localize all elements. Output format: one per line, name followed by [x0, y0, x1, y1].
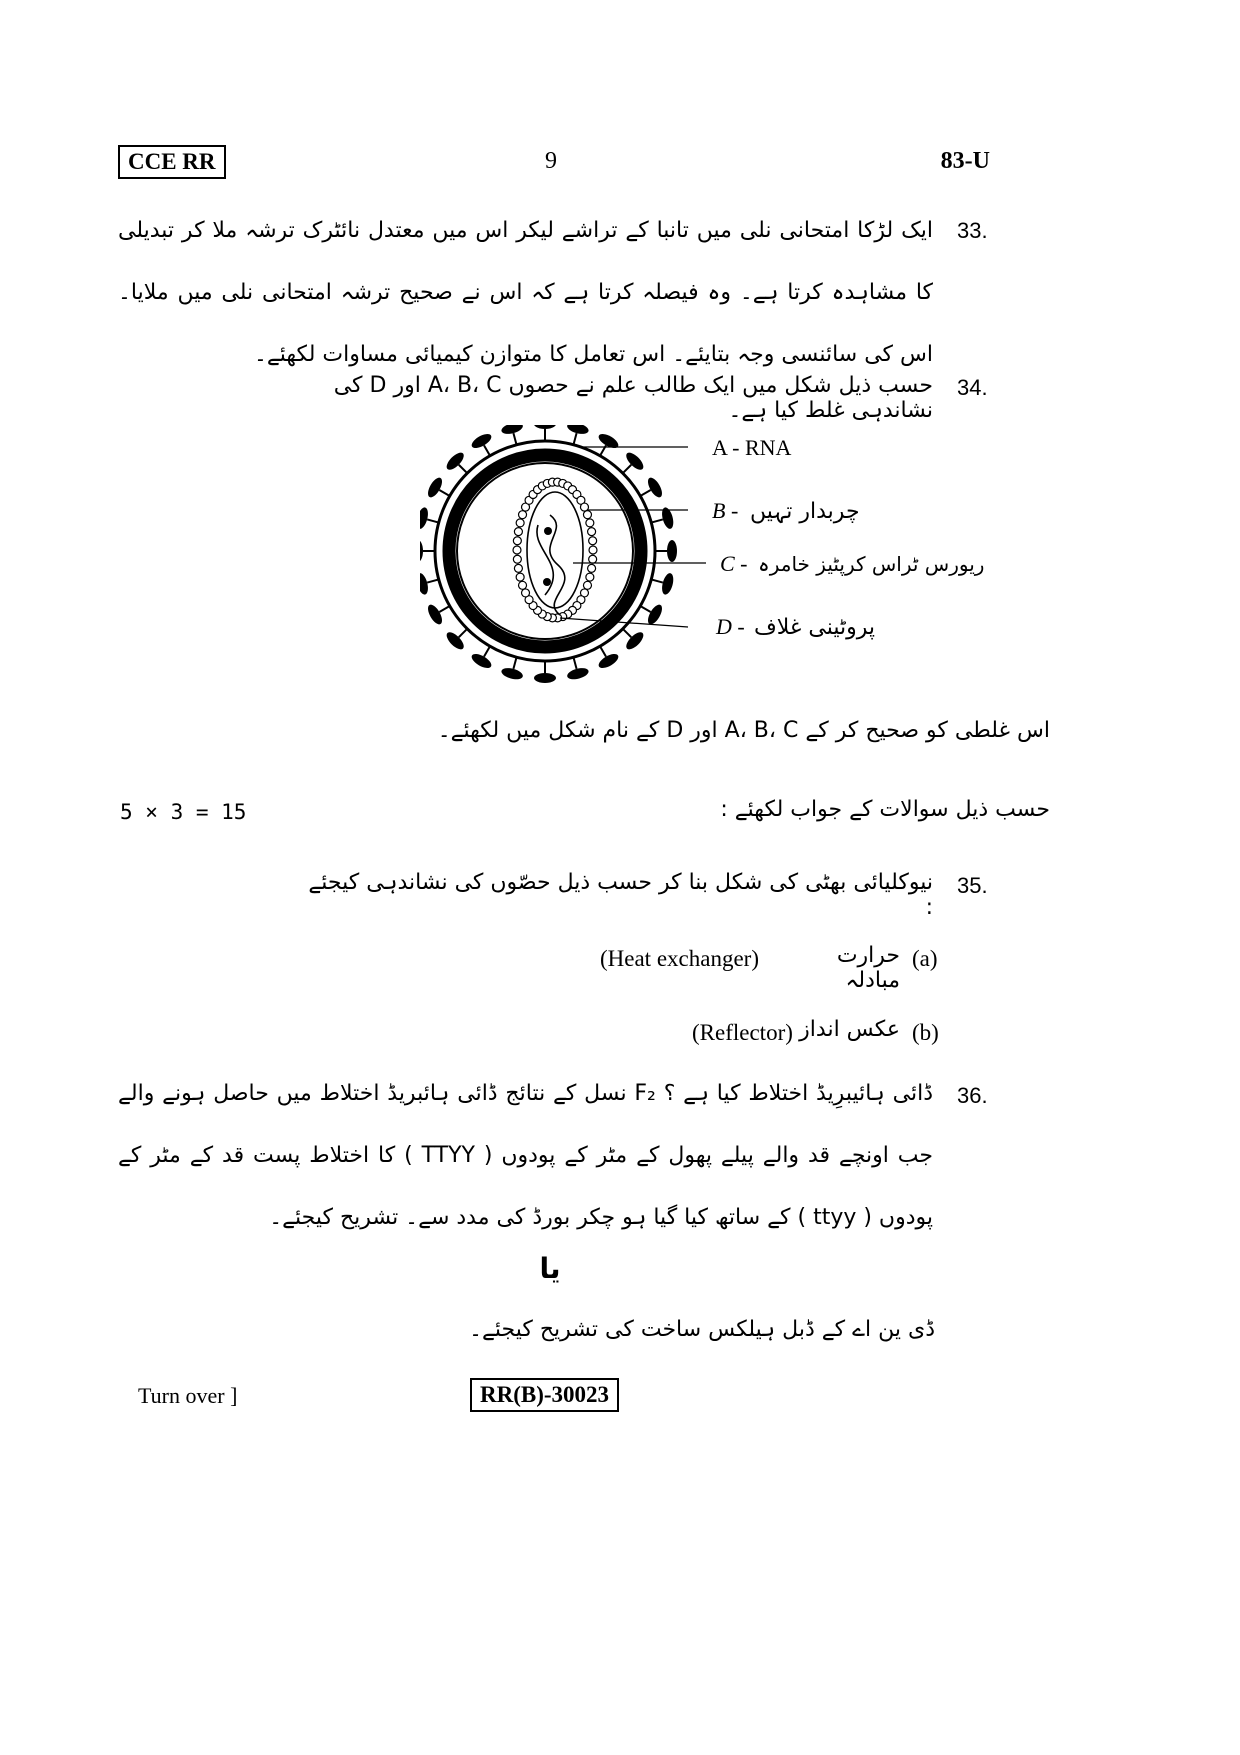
- footer-code: RR(B)-30023: [470, 1378, 619, 1412]
- turn-over-note: Turn over ]: [138, 1383, 238, 1408]
- spike-stalk: [573, 657, 576, 669]
- spike-stalk: [573, 433, 576, 445]
- rna-strand-1: [550, 515, 565, 615]
- spike-stalk: [484, 445, 490, 455]
- spike-knob: [420, 572, 430, 596]
- spike-knob: [667, 540, 677, 562]
- or-separator: یا: [539, 1252, 561, 1285]
- spike-stalk: [427, 519, 439, 522]
- capsid-bead: [516, 519, 524, 527]
- outer-envelope-ring: [435, 441, 655, 661]
- virus-diagram: [420, 425, 1000, 685]
- q35-part-b-urdu: عکس انداز: [799, 1017, 900, 1042]
- spike-knob: [420, 540, 423, 562]
- spike-stalk: [640, 606, 650, 612]
- spike-knob: [420, 506, 430, 530]
- spike-knob: [534, 673, 556, 683]
- spike-stalk: [459, 465, 467, 473]
- q35-part-a-urdu: حرارت مبادلہ: [836, 943, 900, 993]
- capsid-bead: [583, 581, 591, 589]
- capsid-bead: [513, 555, 521, 563]
- header-right-code: 83-U: [940, 148, 990, 174]
- capsid-bead: [519, 511, 527, 519]
- capsid-bead: [513, 546, 521, 554]
- spike-knob: [596, 431, 620, 451]
- q34-number: 34.: [957, 375, 988, 400]
- spike-stalk: [623, 465, 631, 473]
- spike-stalk: [484, 646, 490, 656]
- spike-stalk: [439, 606, 449, 612]
- section-heading: حسب ذیل سوالات کے جواب لکھئے :: [720, 797, 1050, 822]
- capsid-bead: [583, 511, 591, 519]
- inner-core-outline: [527, 492, 583, 608]
- q36-number: 36.: [957, 1083, 988, 1108]
- q36-alternative: ڈی ین اے کے ڈبل ہیلکس ساخت کی تشریح کیجئے۔: [469, 1317, 935, 1342]
- capsid-bead: [514, 528, 522, 536]
- spike-stalk: [600, 646, 606, 656]
- label-b-letter: B -: [712, 498, 739, 523]
- enzyme-dot-1: [544, 527, 552, 535]
- capsid-bead: [586, 573, 594, 581]
- capsid-bead: [522, 589, 530, 597]
- capsid-bead: [513, 537, 521, 545]
- spike-stalk: [459, 629, 467, 637]
- q34-prompt: حسب ذیل شکل میں ایک طالب علم نے حصوں A، B، C اور D کی نشاندہی غلط کیا ہے۔: [333, 373, 933, 423]
- spike-stalk: [513, 433, 516, 445]
- spike-knob: [469, 431, 493, 451]
- spike-knob: [500, 425, 524, 436]
- label-d-text: پروٹینی غلاف: [754, 615, 876, 640]
- q35-number: 35.: [957, 873, 988, 898]
- spike-knob: [566, 425, 590, 436]
- spike-knob: [469, 651, 493, 671]
- q33-number: 33.: [957, 218, 988, 243]
- spike-knob: [425, 602, 445, 626]
- spike-knob: [425, 475, 445, 499]
- spike-stalk: [623, 629, 631, 637]
- q35-part-a-label: (a): [912, 946, 938, 971]
- capsid-bead: [588, 564, 596, 572]
- capsid-bead: [514, 564, 522, 572]
- label-b-text: چربدار تہیں: [750, 499, 860, 524]
- page-number: 9: [545, 148, 557, 174]
- spike-stalk: [651, 579, 663, 582]
- spike-knob: [645, 602, 665, 626]
- enzyme-dot-2: [543, 578, 551, 586]
- spike-knob: [596, 651, 620, 671]
- capsid-bead: [589, 546, 597, 554]
- capsid-bead: [589, 537, 597, 545]
- label-a: A - RNA: [712, 435, 792, 460]
- spike-stalk: [513, 657, 516, 669]
- q35-part-a-english: (Heat exchanger): [600, 946, 759, 971]
- header-left-code: CCE RR: [118, 145, 226, 179]
- q33-text: ایک لڑکا امتحانی نلی میں تانبا کے تراشے لیکر اس میں معتدل نائٹرک ترشہ ملا کر تبدیلی کا مشاہدہ کرتا ہے۔ وہ فیصلہ کرتا ہے کہ اس نے صحیح ترشہ امتحانی نلی میں ملایا۔ اس کی سائنسی وجہ بتایئے۔ اس تعامل کا متوازن کیمیائی مساوات لکھئے۔: [118, 218, 933, 367]
- q35-prompt: نیوکلیائی بھٹی کی شکل بنا کر حسب ذیل حصّوں کی نشاندہی کیجئے :: [308, 870, 933, 920]
- spike-knob: [500, 666, 524, 681]
- q36-text: ڈائی ہائیبرِیڈ اختلاط کیا ہے ؟ F₂ نسل کے نتائج ڈائی ہائبریڈ اختلاط میں حاصل ہونے والے جب اونچے قد والے پیلے پھول کے مٹر کے پودوں ( TTYY ) کا اختلاط پست قد کے مٹر کے پودوں ( ttyy ) کے ساتھ کیا گیا ہو چکر بورڈ کی مدد سے۔ تشریح کیجئے۔: [118, 1081, 933, 1230]
- label-d-letter: D -: [716, 614, 745, 639]
- label-c-text: ریورس ٹراس کرپٹیز خامرہ: [758, 552, 985, 576]
- spike-stalk: [640, 490, 650, 496]
- capsid-bead: [586, 519, 594, 527]
- q35-part-b-label: (b): [912, 1020, 939, 1045]
- capsid-bead: [580, 503, 588, 511]
- q35-part-b-english: (Reflector): [692, 1020, 793, 1045]
- spike-stalk: [651, 519, 663, 522]
- spike-knob: [660, 572, 675, 596]
- label-c-letter: C -: [720, 551, 748, 576]
- spike-stalk: [439, 490, 449, 496]
- section-marks: 5 × 3 = 15: [120, 800, 247, 824]
- spike-knob: [566, 666, 590, 681]
- spike-stalk: [427, 579, 439, 582]
- capsid-bead: [519, 581, 527, 589]
- spike-knob: [645, 475, 665, 499]
- capsid-bead: [589, 555, 597, 563]
- q34-instruction: اس غلطی کو صحیح کر کے A، B، C اور D کے نام شکل میں لکھئے۔: [437, 718, 1050, 743]
- capsid-bead: [516, 573, 524, 581]
- spike-knob: [534, 425, 556, 429]
- capsid-bead: [588, 528, 596, 536]
